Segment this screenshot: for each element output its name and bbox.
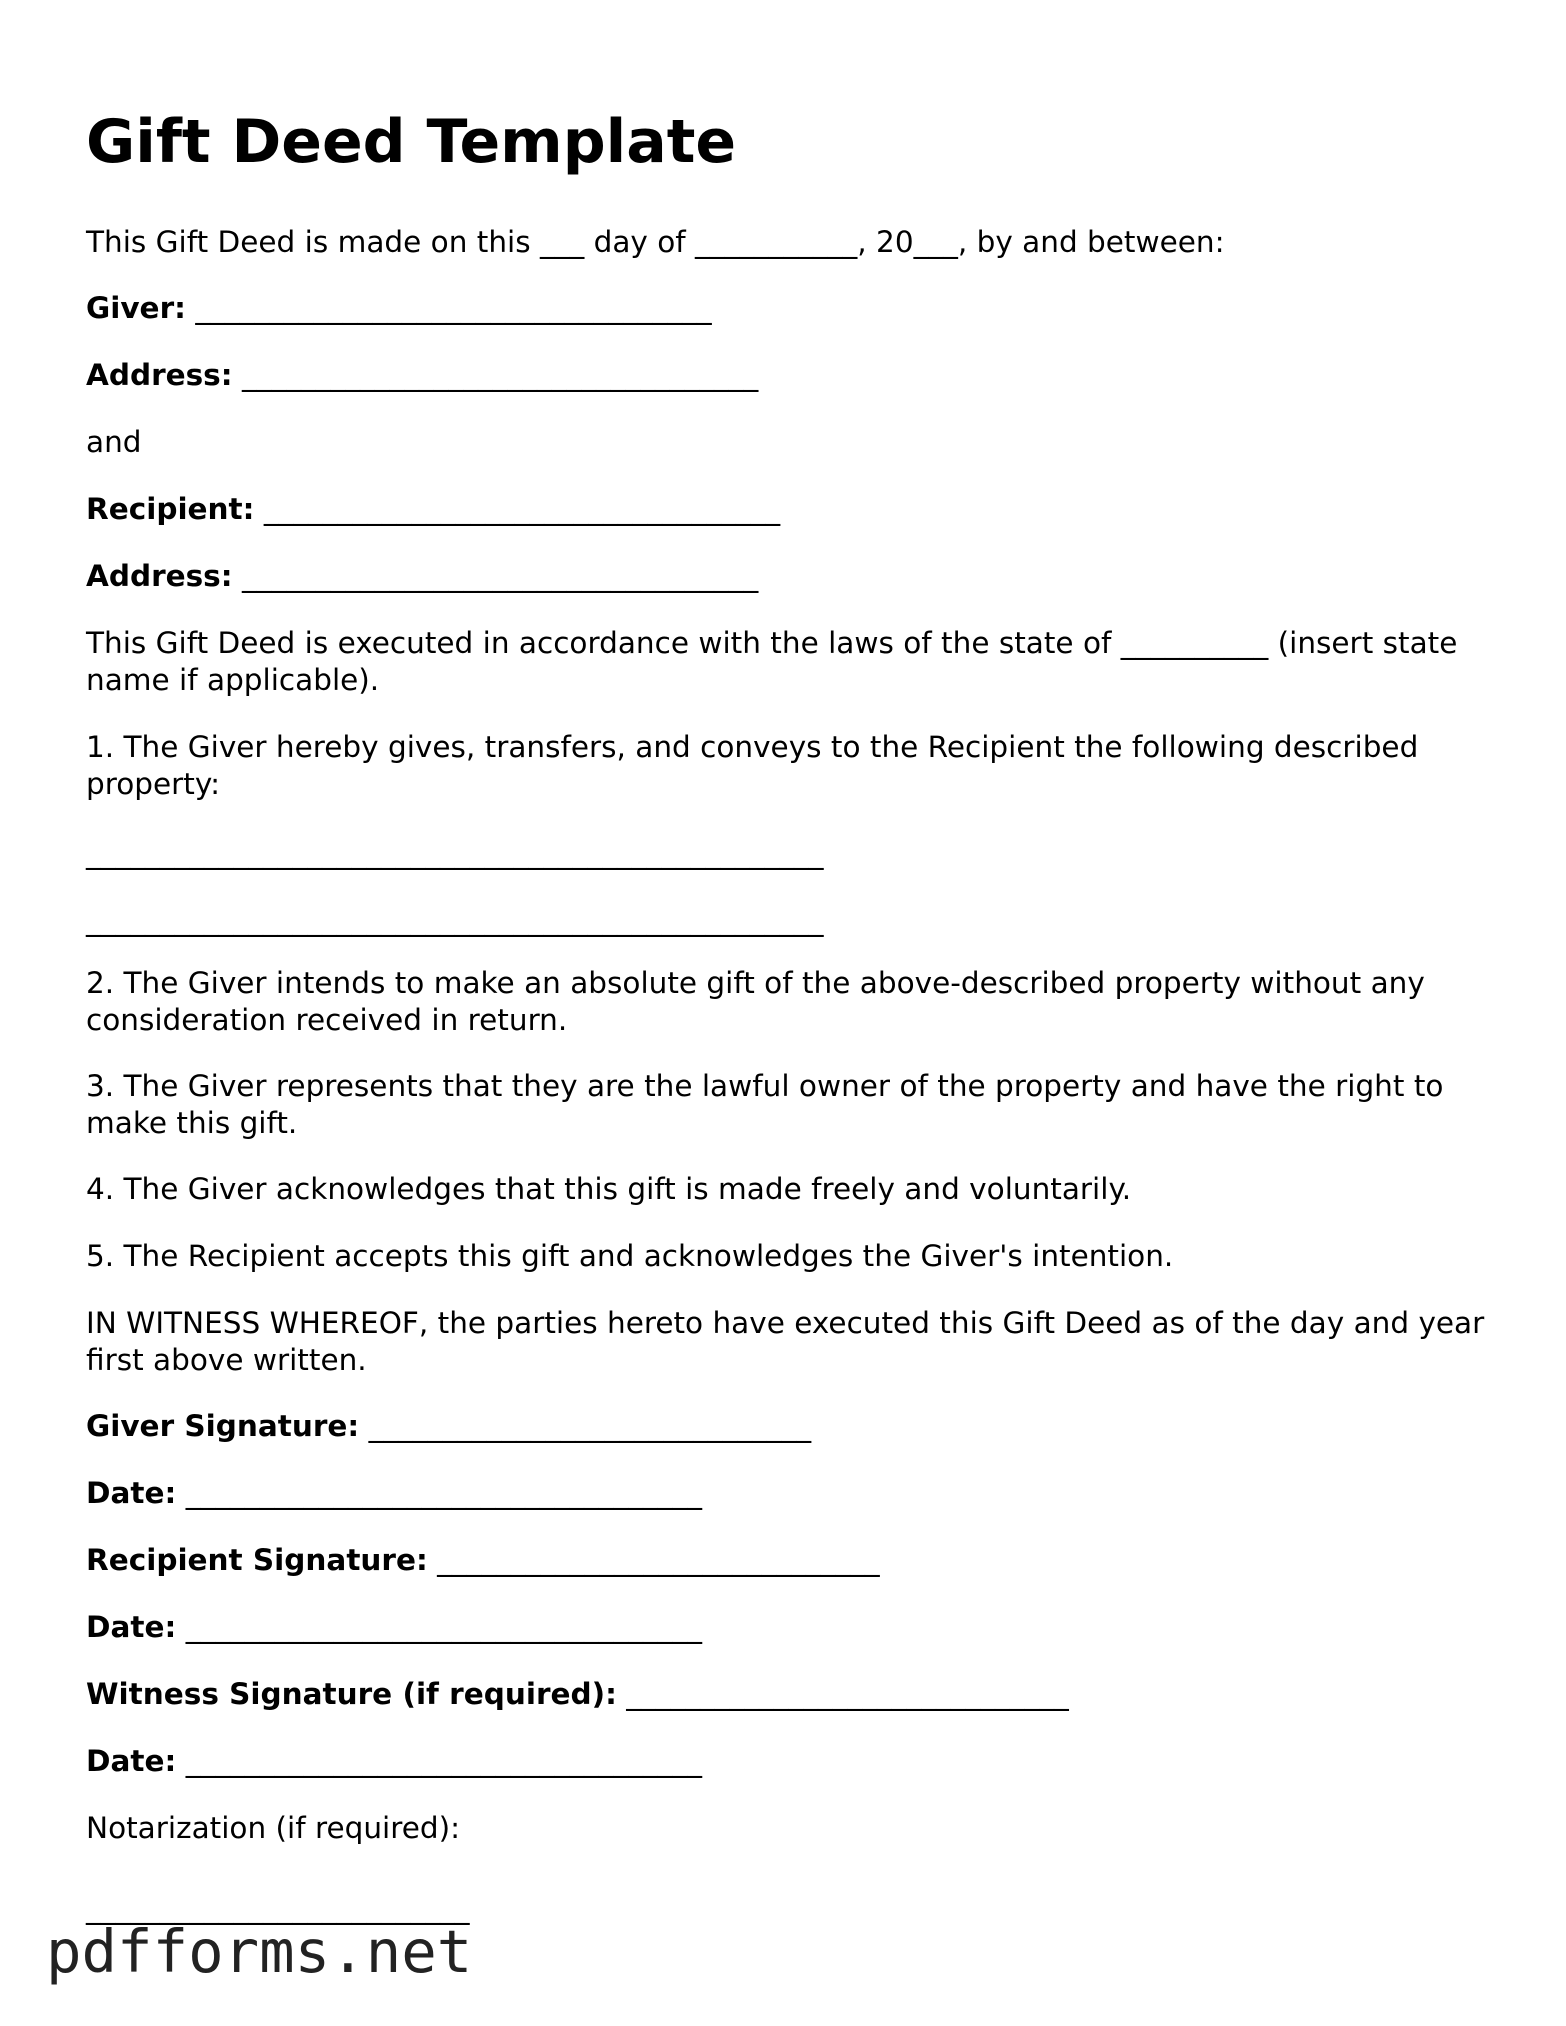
giver-date-field [86,1475,702,1512]
governing-law-paragraph: This Gift Deed is executed in accordance with the laws of the state of __________ (insert state name if applicable). [86,626,1458,697]
giver-blank[interactable]: ___________________________________ [195,291,712,325]
giver-date-blank[interactable]: ___________________________________ [185,1476,702,1510]
notarization-line[interactable]: __________________________ [86,1891,470,1925]
recipient-address-label: Address: [86,559,233,593]
giver-address-field [86,357,758,394]
recipient-date-field [86,1609,702,1646]
giver-label: Giver: [86,291,186,325]
clause-4: 4. The Giver acknowledges that this gift is made freely and voluntarily. [86,1172,1132,1206]
giver-signature-blank[interactable]: ______________________________ [368,1409,812,1443]
recipient-address-field [86,558,758,595]
witness-signature-blank[interactable]: ______________________________ [626,1677,1069,1711]
notarization-label: Notarization (if required): [86,1811,461,1845]
giver-field [86,290,712,327]
recipient-date-blank[interactable]: ___________________________________ [185,1610,702,1644]
recipient-date-label: Date: [86,1610,177,1644]
document-title: Gift Deed Template [86,107,737,177]
witness-clause: IN WITNESS WHEREOF, the parties hereto have executed this Gift Deed as of the day and year first above written. [86,1306,1485,1377]
intro-paragraph: This Gift Deed is made on this ___ day of ___________, 20___, by and between: [86,225,1225,259]
property-line-1[interactable]: __________________________________________________ [86,836,824,870]
recipient-signature-blank[interactable]: ______________________________ [437,1543,880,1577]
recipient-blank[interactable]: ___________________________________ [263,492,781,526]
giver-signature-label: Giver Signature: [86,1409,360,1443]
witness-signature-label: Witness Signature (if required): [86,1677,617,1711]
watermark-text: pdfforms.net [46,1917,473,1986]
clause-2: 2. The Giver intends to make an absolute gift of the above-described property without any consideration received in return. [86,966,1425,1037]
recipient-label: Recipient: [86,492,255,526]
witness-date-blank[interactable]: ___________________________________ [185,1744,702,1778]
recipient-field [86,491,780,528]
recipient-signature-field [86,1542,880,1579]
property-line-2[interactable]: __________________________________________________ [86,903,824,937]
witness-date-label: Date: [86,1744,177,1778]
giver-address-blank[interactable]: ___________________________________ [241,358,759,392]
clause-3: 3. The Giver represents that they are the lawful owner of the property and have the right to make this gift. [86,1069,1444,1140]
recipient-address-blank[interactable]: ___________________________________ [241,559,759,593]
giver-address-label: Address: [86,358,233,392]
giver-signature-field [86,1408,811,1445]
giver-date-label: Date: [86,1476,177,1510]
clause-5: 5. The Recipient accepts this gift and acknowledges the Giver's intention. [86,1239,1174,1273]
recipient-signature-label: Recipient Signature: [86,1543,428,1577]
conjunction-text: and [86,425,142,459]
witness-signature-field [86,1676,1069,1713]
clause-1: 1. The Giver hereby gives, transfers, and conveys to the Recipient the following described property: [86,730,1419,801]
witness-date-field [86,1743,702,1780]
